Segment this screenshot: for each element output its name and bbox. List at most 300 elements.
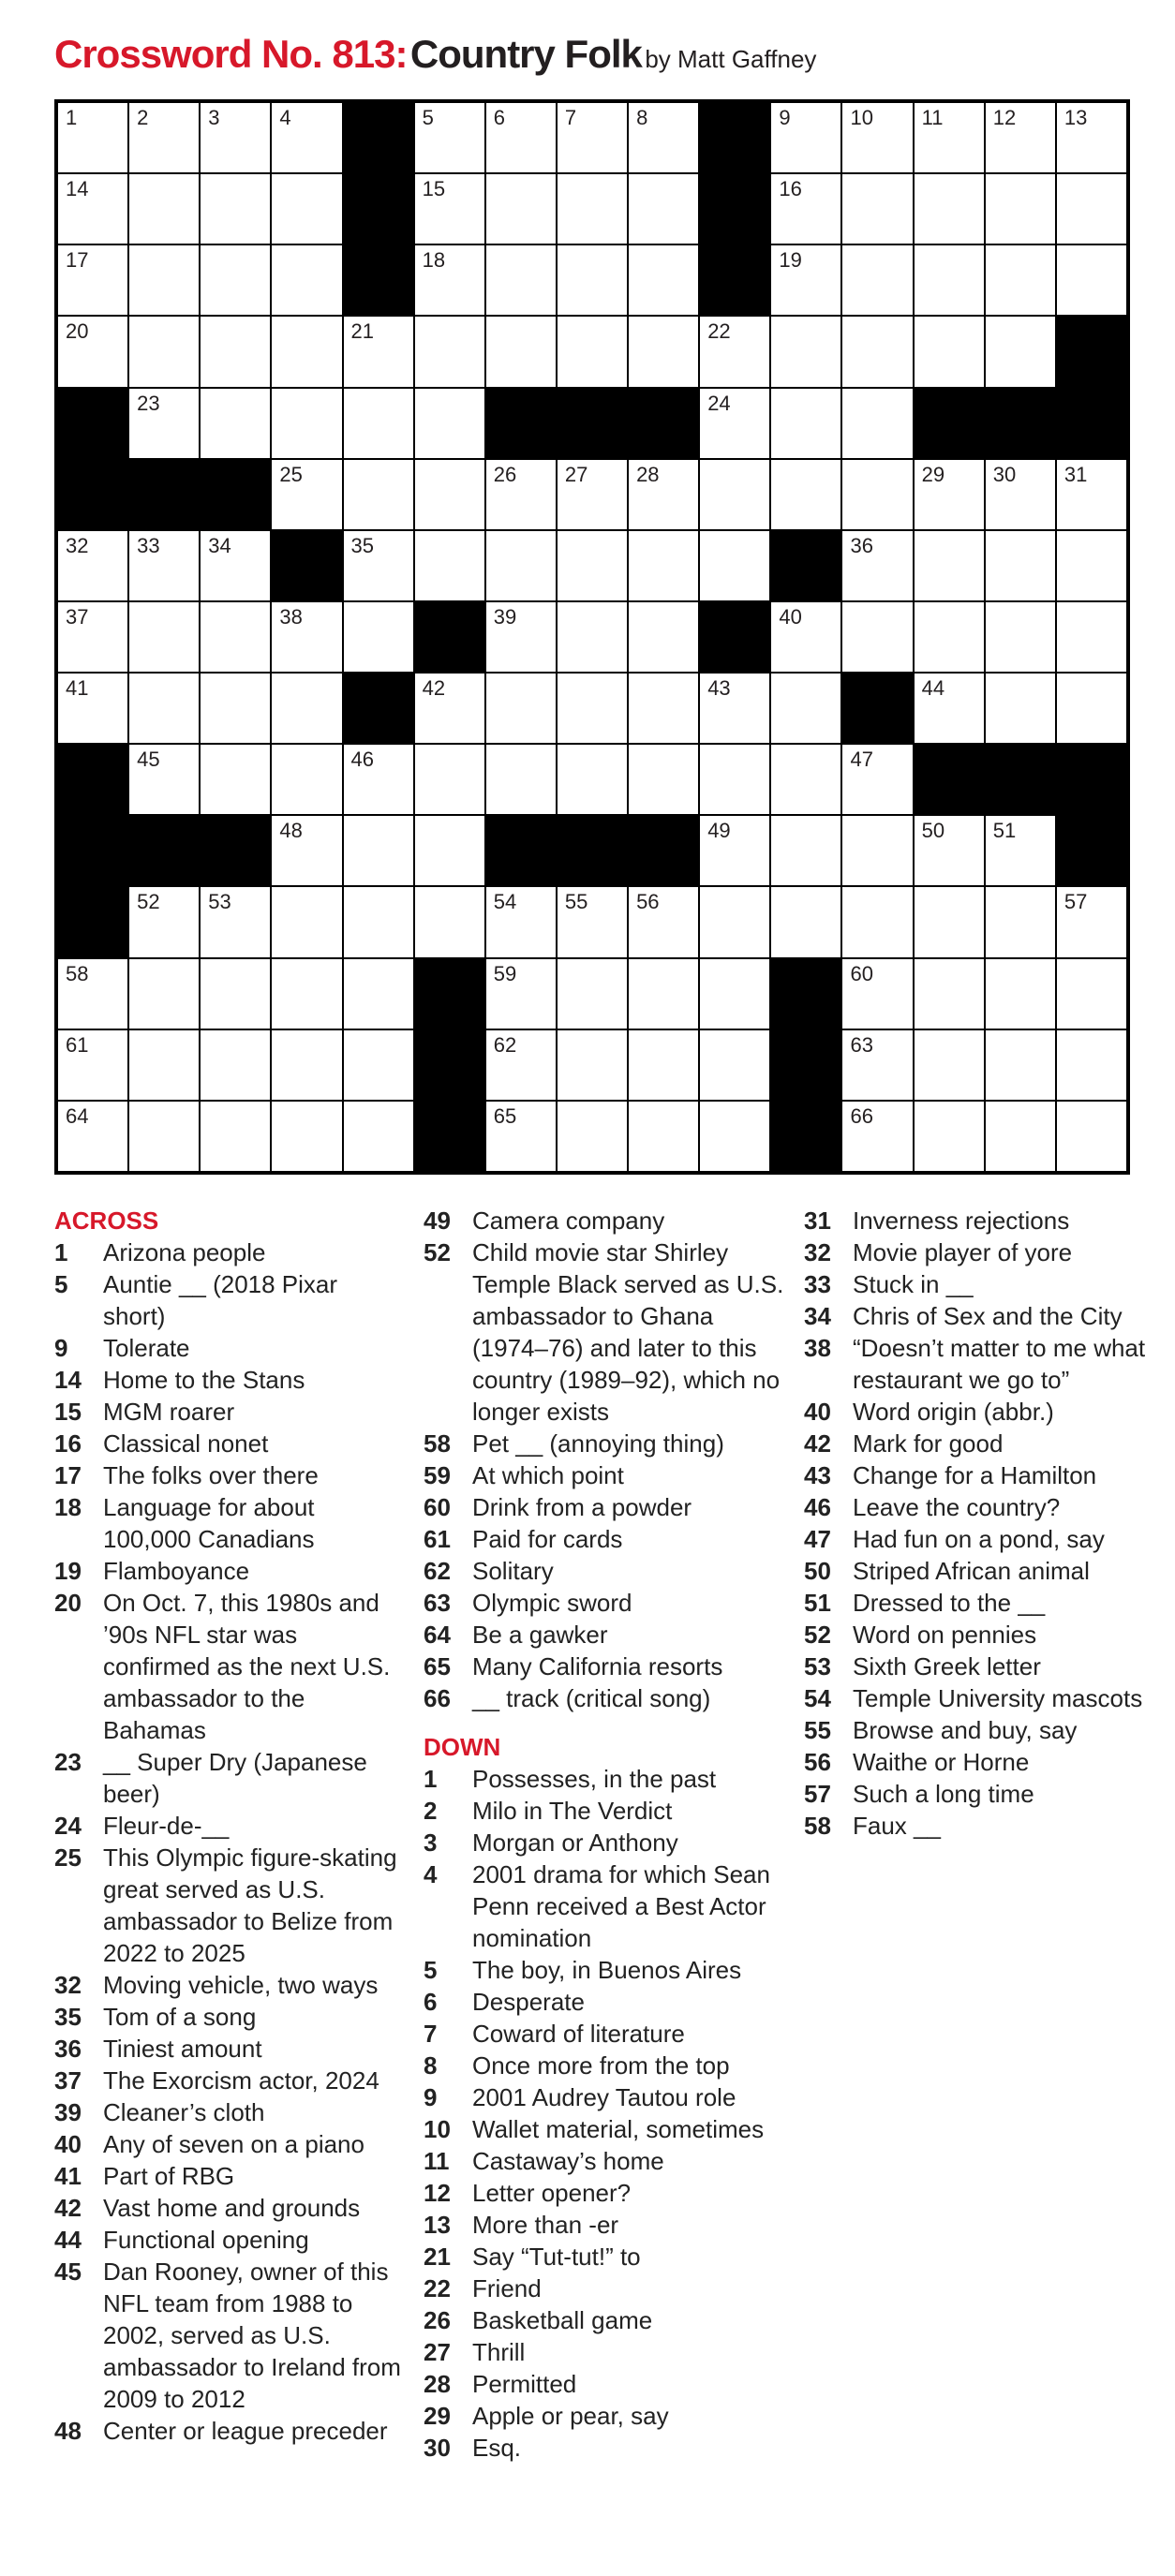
grid-square (486, 531, 556, 600)
grid-square (129, 959, 199, 1029)
grid-square (486, 887, 556, 956)
square-number: 40 (779, 604, 802, 629)
square-number: 25 (279, 462, 303, 486)
clue-number: 19 (54, 1557, 82, 1585)
grid-square (272, 174, 341, 244)
square-number: 57 (1063, 890, 1088, 914)
clue-item (804, 1778, 1151, 1810)
square-number: 65 (493, 1103, 517, 1128)
block-square (129, 460, 199, 529)
grid-square (272, 1102, 341, 1171)
block-square (272, 531, 341, 600)
grid-square (486, 317, 556, 386)
grid-square (842, 174, 912, 244)
clue-text: Flamboyance (103, 1557, 250, 1585)
grid-square (129, 745, 199, 814)
grid-square (201, 674, 270, 743)
square-number: 59 (493, 961, 517, 985)
grid-square (986, 1102, 1055, 1171)
clue-text: Fleur-de-__ (103, 1812, 230, 1840)
block-square (415, 1030, 484, 1100)
block-square (1057, 816, 1126, 885)
grid-square (915, 531, 984, 600)
clue-number: 17 (54, 1461, 82, 1489)
grid-square (1057, 460, 1126, 529)
clue-column-3 (804, 1205, 1151, 1842)
clue-text: Center or league preceder (103, 2417, 388, 2445)
clue-item (54, 1364, 401, 1396)
grid-square (915, 816, 984, 885)
square-number: 14 (66, 177, 89, 201)
grid-square (272, 816, 341, 885)
grid-square (915, 460, 984, 529)
grid-square (842, 959, 912, 1029)
clue-number: 21 (424, 2243, 451, 2271)
clue-item (54, 1396, 401, 1428)
grid-square (986, 674, 1055, 743)
grid-square (201, 1102, 270, 1171)
clue-text: 2001 Audrey Tautou role (472, 2083, 736, 2111)
clue-text: Morgan or Anthony (472, 1828, 678, 1857)
square-number: 39 (493, 604, 517, 629)
clue-number: 26 (424, 2306, 451, 2334)
square-number: 44 (921, 676, 945, 701)
grid-square (344, 816, 413, 885)
block-square (986, 745, 1055, 814)
clue-item (54, 2128, 401, 2160)
clue-text: Milo in The Verdict (472, 1797, 673, 1825)
clue-item (424, 1763, 789, 1795)
clue-number: 29 (424, 2402, 451, 2430)
square-number: 15 (422, 177, 446, 201)
clue-number: 62 (424, 1557, 451, 1585)
grid-square (629, 887, 698, 956)
clue-number: 36 (54, 2035, 82, 2063)
grid-square (700, 674, 769, 743)
clue-column-1 (54, 1205, 401, 2447)
clue-text: Striped African animal (853, 1557, 1090, 1585)
grid-square (629, 1102, 698, 1171)
clue-number: 58 (424, 1429, 451, 1458)
clue-number: 32 (54, 1971, 82, 1999)
square-number: 38 (279, 604, 303, 629)
grid-square (58, 1030, 127, 1100)
clue-text: Functional opening (103, 2226, 309, 2254)
grid-square (58, 174, 127, 244)
clue-text: Arizona people (103, 1238, 266, 1266)
clue-text: Thrill (472, 2338, 526, 2366)
clue-text: Temple University mascots (853, 1684, 1143, 1712)
clue-text: Solitary (472, 1557, 554, 1585)
block-square (58, 745, 127, 814)
clue-text: Moving vehicle, two ways (103, 1971, 379, 1999)
square-number: 30 (992, 462, 1017, 486)
clue-number: 4 (424, 1860, 438, 1888)
grid-square (486, 103, 556, 172)
clue-text: Olympic sword (472, 1589, 632, 1617)
clue-item (54, 1236, 401, 1268)
grid-square (486, 745, 556, 814)
clue-item (424, 2241, 789, 2273)
clue-number: 46 (804, 1493, 831, 1521)
clue-number: 14 (54, 1366, 82, 1394)
clue-item (804, 1428, 1151, 1459)
grid-square (986, 887, 1055, 956)
clue-item (54, 1491, 401, 1555)
clue-text: “Doesn’t matter to me what restaurant we go to” (853, 1334, 1146, 1394)
square-number: 33 (137, 533, 160, 557)
clue-item (424, 1555, 789, 1587)
block-square (1057, 745, 1126, 814)
clue-text: The boy, in Buenos Aires (472, 1956, 742, 1984)
square-number: 45 (137, 748, 160, 772)
grid-square (558, 1030, 627, 1100)
grid-square (558, 245, 627, 315)
grid-square (629, 317, 698, 386)
grid-square (771, 103, 840, 172)
clue-number: 55 (804, 1716, 831, 1744)
down-header: DOWN (424, 1733, 501, 1761)
grid-square (842, 1102, 912, 1171)
clue-number: 5 (54, 1270, 68, 1298)
grid-square (842, 602, 912, 672)
clue-text: More than -er (472, 2211, 619, 2239)
grid-square (415, 103, 484, 172)
block-square (1057, 317, 1126, 386)
grid-square (344, 602, 413, 672)
grid-square (558, 174, 627, 244)
clue-text: Vast home and grounds (103, 2194, 361, 2222)
clue-item (424, 1236, 789, 1428)
square-number: 16 (779, 177, 802, 201)
clue-item (54, 1428, 401, 1459)
clue-number: 61 (424, 1525, 451, 1553)
grid-square (272, 959, 341, 1029)
grid-square (700, 816, 769, 885)
block-square (486, 816, 556, 885)
block-square (129, 816, 199, 885)
clue-text: Desperate (472, 1988, 585, 2016)
clue-number: 59 (424, 1461, 451, 1489)
clue-text: Word origin (abbr.) (853, 1398, 1054, 1426)
clue-text: Dressed to the __ (853, 1589, 1046, 1617)
clue-number: 13 (424, 2211, 451, 2239)
clue-number: 22 (424, 2274, 451, 2302)
grid-square (344, 1030, 413, 1100)
clue-text: On Oct. 7, this 1980s and ’90s NFL star was confirmed as the next U.S. ambassador to the Bahamas (103, 1589, 391, 1744)
grid-square (700, 959, 769, 1029)
grid-square (986, 245, 1055, 315)
block-square (58, 887, 127, 956)
block-square (771, 1030, 840, 1100)
clue-text: __ Super Dry (Japanese beer) (103, 1748, 367, 1808)
square-number: 46 (350, 748, 375, 772)
clue-text: Esq. (472, 2434, 522, 2462)
block-square (58, 389, 127, 458)
clue-number: 32 (804, 1238, 831, 1266)
grid-square (842, 887, 912, 956)
clue-item (54, 2160, 401, 2192)
grid-square (986, 531, 1055, 600)
grid-square (58, 103, 127, 172)
clue-item (54, 2415, 401, 2447)
clue-text: Drink from a powder (472, 1493, 692, 1521)
square-number: 63 (850, 1032, 873, 1057)
clue-text: Inverness rejections (853, 1207, 1070, 1235)
grid-square (629, 602, 698, 672)
grid-square (1057, 887, 1126, 956)
block-square (700, 245, 769, 315)
title-theme: Country Folk (409, 32, 642, 76)
page-title (54, 26, 816, 82)
clue-item (424, 1954, 789, 1986)
square-number: 36 (850, 533, 873, 557)
grid-square (915, 317, 984, 386)
square-number: 2 (137, 106, 149, 129)
block-square (58, 460, 127, 529)
block-square (344, 674, 413, 743)
square-number: 29 (921, 462, 945, 486)
block-square (986, 389, 1055, 458)
clue-number: 9 (424, 2083, 438, 2111)
square-number: 3 (208, 106, 220, 129)
clue-text: 2001 drama for which Sean Penn received a Best Actor nomination (472, 1860, 770, 1952)
clue-item (424, 2177, 789, 2209)
square-number: 27 (564, 462, 588, 486)
square-number: 35 (350, 533, 375, 557)
grid-square (771, 745, 840, 814)
grid-square (915, 1102, 984, 1171)
clue-text: Basketball game (472, 2306, 653, 2334)
grid-square (344, 1102, 413, 1171)
grid-square (415, 816, 484, 885)
clue-text: This Olympic figure-skating great served as U.S. ambassador to Belize from 2022 to 2025 (103, 1843, 397, 1967)
clue-item (424, 1986, 789, 2018)
grid-square (415, 460, 484, 529)
grid-square (129, 887, 199, 956)
clue-text: Leave the country? (853, 1493, 1061, 1521)
grid-square (629, 174, 698, 244)
grid-square (129, 602, 199, 672)
grid-square (915, 602, 984, 672)
clue-text: Say “Tut-tut!” to (472, 2243, 641, 2271)
clue-number: 24 (54, 1812, 82, 1840)
grid-square (558, 887, 627, 956)
square-number: 9 (779, 106, 791, 129)
grid-square (915, 245, 984, 315)
clue-item (54, 1555, 401, 1587)
grid-square (272, 745, 341, 814)
square-number: 24 (707, 391, 731, 415)
grid-square (1057, 1030, 1126, 1100)
grid-square (986, 1030, 1055, 1100)
clue-number: 39 (54, 2098, 82, 2126)
clue-number: 54 (804, 1684, 831, 1712)
grid-square (915, 174, 984, 244)
clue-item (804, 1268, 1151, 1300)
clue-text: Language for about 100,000 Canadians (103, 1493, 315, 1553)
clue-text: The Exorcism actor, 2024 (103, 2066, 379, 2095)
clue-item (54, 1969, 401, 2001)
grid-square (272, 1030, 341, 1100)
grid-square (629, 245, 698, 315)
clue-number: 30 (424, 2434, 451, 2462)
grid-square (272, 103, 341, 172)
grid-square (558, 531, 627, 600)
block-square (771, 1102, 840, 1171)
clue-text: Sixth Greek letter (853, 1652, 1041, 1680)
block-square (415, 602, 484, 672)
square-number: 48 (279, 819, 303, 843)
clue-item (804, 1300, 1151, 1332)
clue-number: 35 (54, 2003, 82, 2031)
clue-number: 42 (54, 2194, 82, 2222)
square-number: 52 (137, 890, 160, 914)
grid-square (201, 1030, 270, 1100)
clue-number: 20 (54, 1589, 82, 1617)
clue-number: 11 (424, 2147, 450, 2175)
clue-text: Castaway’s home (472, 2147, 664, 2175)
clue-number: 43 (804, 1461, 831, 1489)
square-number: 37 (66, 604, 89, 629)
clue-text: Any of seven on a piano (103, 2130, 364, 2158)
clue-item (424, 2368, 789, 2400)
clue-text: Browse and buy, say (853, 1716, 1078, 1744)
clue-item (54, 1268, 401, 1332)
grid-square (1057, 959, 1126, 1029)
grid-square (201, 602, 270, 672)
grid-square (1057, 674, 1126, 743)
square-number: 55 (564, 890, 588, 914)
clue-item (804, 1714, 1151, 1746)
clue-item (54, 1810, 401, 1842)
grid-square (558, 103, 627, 172)
grid-square (986, 460, 1055, 529)
clue-text: Paid for cards (472, 1525, 623, 1553)
square-number: 28 (636, 462, 660, 486)
clue-text: Camera company (472, 1207, 665, 1235)
clue-item (54, 2065, 401, 2096)
grid-square (201, 245, 270, 315)
grid-square (272, 602, 341, 672)
clue-text: Tiniest amount (103, 2035, 262, 2063)
clue-number: 64 (424, 1621, 451, 1649)
clue-column-2 (424, 1205, 789, 2464)
clue-item (424, 1795, 789, 1827)
clue-number: 63 (424, 1589, 451, 1617)
grid-square (700, 389, 769, 458)
clue-number: 15 (54, 1398, 82, 1426)
grid-square (700, 745, 769, 814)
square-number: 41 (66, 676, 89, 701)
clue-text: Classical nonet (103, 1429, 269, 1458)
grid-square (842, 531, 912, 600)
clue-text: Cleaner’s cloth (103, 2098, 265, 2126)
clue-number: 25 (54, 1843, 82, 1872)
square-number: 51 (992, 819, 1017, 843)
grid-square (344, 959, 413, 1029)
square-number: 18 (422, 248, 446, 273)
clue-item (804, 1205, 1151, 1236)
clue-number: 3 (424, 1828, 438, 1857)
clue-number: 52 (424, 1238, 451, 1266)
clue-number: 40 (804, 1398, 831, 1426)
grid-square (129, 674, 199, 743)
clue-item (54, 1459, 401, 1491)
grid-square (629, 1030, 698, 1100)
block-square (915, 745, 984, 814)
grid-square (915, 674, 984, 743)
grid-square (986, 317, 1055, 386)
clue-text: Dan Rooney, owner of this NFL team from 1988 to 2002, served as U.S. ambassador to Ireland from 2009 to 2012 (103, 2258, 401, 2413)
grid-square (201, 745, 270, 814)
grid-square (486, 674, 556, 743)
clue-item (54, 1587, 401, 1746)
clue-item (54, 2256, 401, 2415)
square-number: 4 (279, 106, 291, 129)
grid-square (415, 389, 484, 458)
grid-square (700, 887, 769, 956)
grid-square (1057, 103, 1126, 172)
square-number: 17 (66, 248, 89, 273)
square-number: 20 (66, 319, 89, 344)
grid-square (771, 389, 840, 458)
grid-square (771, 602, 840, 672)
square-number: 1 (66, 106, 78, 129)
square-number: 5 (422, 106, 434, 129)
grid-square (344, 887, 413, 956)
grid-square (629, 959, 698, 1029)
square-number: 66 (850, 1103, 873, 1128)
grid-square (986, 103, 1055, 172)
byline: by Matt Gaffney (645, 45, 817, 73)
clue-number: 66 (424, 1684, 451, 1712)
clue-number: 53 (804, 1652, 831, 1680)
grid-square (558, 745, 627, 814)
grid-square (700, 1102, 769, 1171)
clue-text: Many California resorts (472, 1652, 723, 1680)
clue-text: Stuck in __ (853, 1270, 974, 1298)
clue-item (804, 1682, 1151, 1714)
clue-number: 44 (54, 2226, 82, 2254)
grid-square (842, 745, 912, 814)
grid-square (486, 174, 556, 244)
grid-square (201, 174, 270, 244)
grid-square (558, 317, 627, 386)
grid-square (272, 674, 341, 743)
grid-square (272, 317, 341, 386)
clue-number: 9 (54, 1334, 68, 1362)
clue-item (54, 2033, 401, 2065)
clue-number: 38 (804, 1334, 831, 1362)
grid-square (915, 959, 984, 1029)
clue-item (424, 1682, 789, 1714)
block-square (344, 103, 413, 172)
square-number: 26 (493, 462, 517, 486)
block-square (771, 531, 840, 600)
square-number: 64 (66, 1103, 89, 1128)
block-square (629, 816, 698, 885)
clue-text: Apple or pear, say (472, 2402, 669, 2430)
grid-square (272, 245, 341, 315)
clue-item (54, 1746, 401, 1810)
grid-square (201, 317, 270, 386)
clue-number: 37 (54, 2066, 82, 2095)
grid-square (201, 103, 270, 172)
clue-item (804, 1746, 1151, 1778)
grid-square (486, 1030, 556, 1100)
block-square (700, 103, 769, 172)
